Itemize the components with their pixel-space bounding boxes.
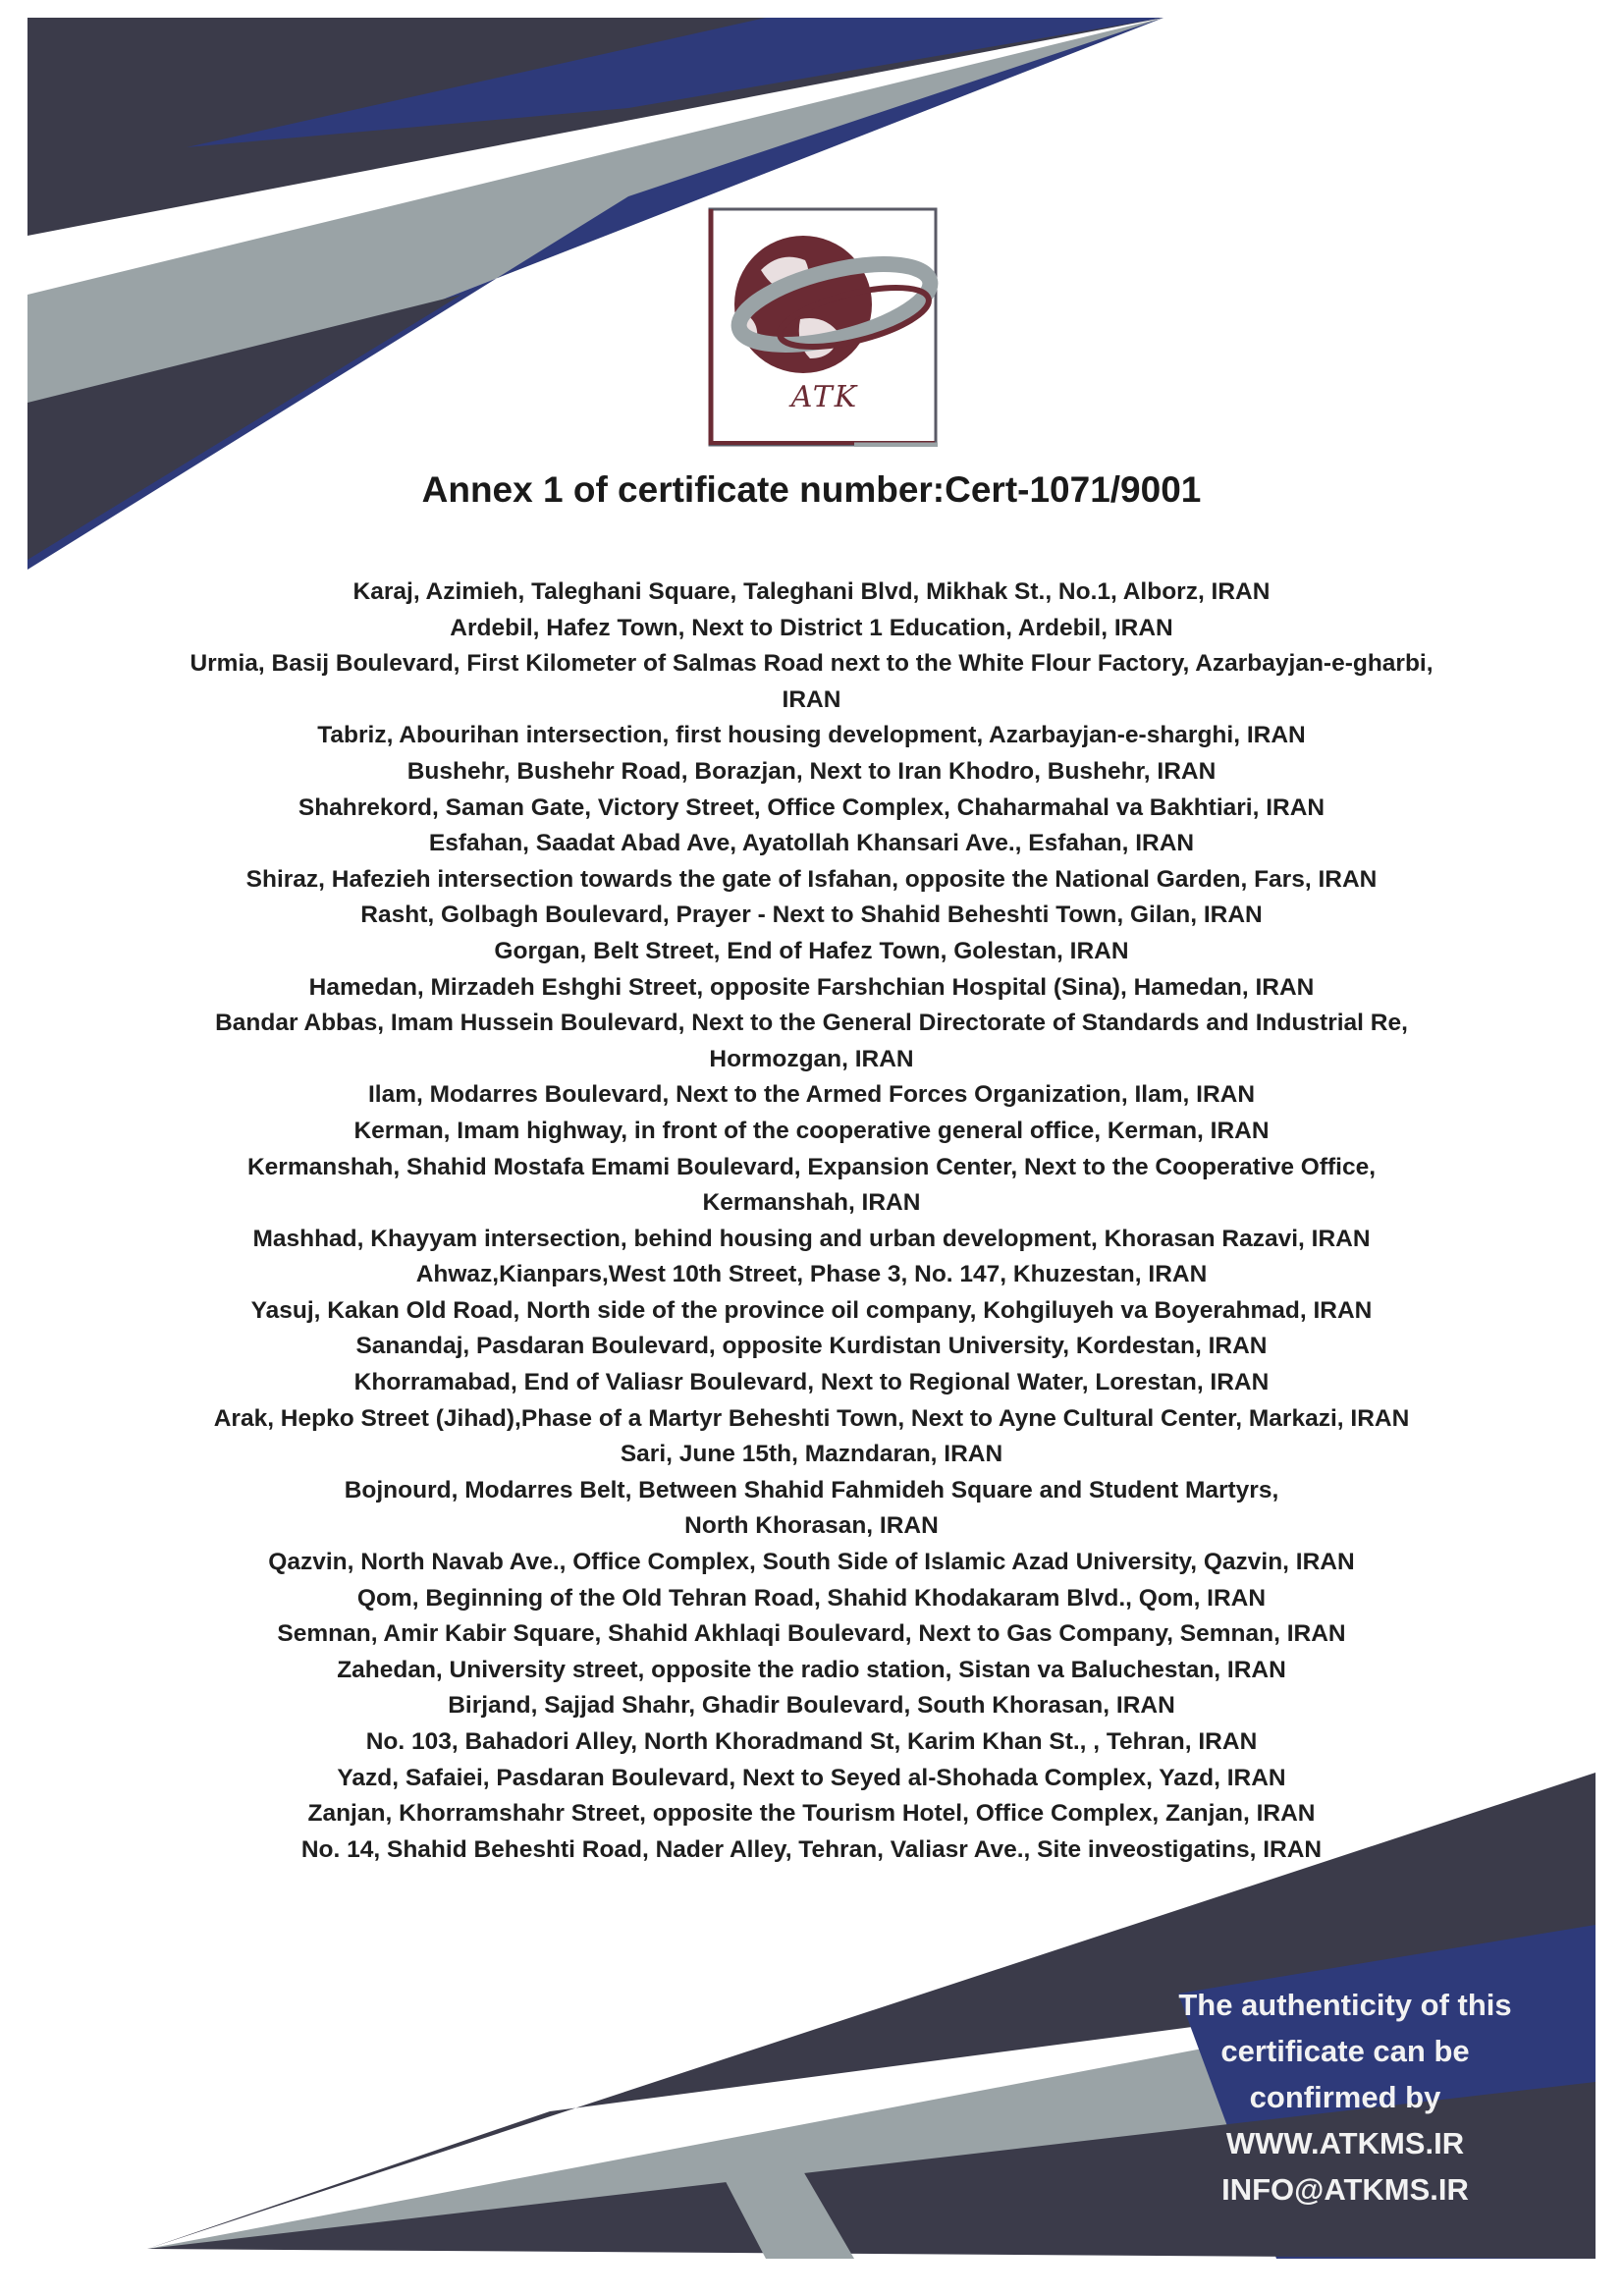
address-line: Shiraz, Hafezieh intersection towards the gate of Isfahan, opposite the National Garden, Fars, IRAN — [245, 865, 1378, 893]
address-line: Hamedan, Mirzadeh Eshghi Street, opposite Farshchian Hospital (Sina), Hamedan, IRAN — [308, 973, 1315, 1001]
address-line: Gorgan, Belt Street, End of Hafez Town, Golestan, IRAN — [494, 937, 1129, 964]
address-line: Hormozgan, IRAN — [709, 1045, 914, 1072]
page-title: Annex 1 of certificate number:Cert-1071/9001 — [421, 469, 1202, 510]
address-line: Ardebil, Hafez Town, Next to District 1 Education, Ardebil, IRAN — [450, 614, 1173, 641]
address-line: Esfahan, Saadat Abad Ave, Ayatollah Khansari Ave., Esfahan, IRAN — [428, 830, 1195, 857]
address-line: Karaj, Azimieh, Taleghani Square, Taleghani Blvd, Mikhak St., No.1, Alborz, IRAN — [352, 578, 1271, 605]
address-line: Birjand, Sajjad Shahr, Ghadir Boulevard, South Khorasan, IRAN — [448, 1692, 1175, 1720]
address-line: Yasuj, Kakan Old Road, North side of the province oil company, Kohgiluyeh va Boyerahmad, IRAN — [250, 1296, 1373, 1324]
authenticity-line-2: certificate can be — [1220, 2034, 1470, 2068]
logo-text: ATK — [790, 380, 859, 414]
address-line: Mashhad, Khayyam intersection, behind housing and urban development, Khorasan Razavi, IRAN — [252, 1225, 1371, 1252]
address-line: Yazd, Safaiei, Pasdaran Boulevard, Next to Seyed al-Shohada Complex, Yazd, IRAN — [337, 1764, 1286, 1791]
address-line: North Khorasan, IRAN — [684, 1512, 939, 1540]
address-line: Kermanshah, Shahid Mostafa Emami Boulevard, Expansion Center, Next to the Cooperative Office, — [246, 1153, 1377, 1180]
address-line: Ilam, Modarres Boulevard, Next to the Armed Forces Organization, Ilam, IRAN — [367, 1081, 1256, 1109]
authenticity-line-1: The authenticity of this — [1178, 1988, 1512, 2022]
website-link[interactable]: WWW.ATKMS.IR — [1225, 2126, 1465, 2160]
address-line: IRAN — [782, 685, 841, 713]
address-line: Urmia, Basij Boulevard, First Kilometer of Salmas Road next to the White Flour Factory, Azarbayjan-e-gharbi, — [189, 650, 1434, 678]
authenticity-notice — [1159, 1982, 1532, 2213]
address-line: No. 14, Shahid Beheshti Road, Nader Alley, Tehran, Valiasr Ave., Site inveostigatins, IRAN — [300, 1835, 1323, 1863]
address-line: Qazvin, North Navab Ave., Office Complex, South Side of Islamic Azad University, Qazvin, IRAN — [268, 1549, 1355, 1576]
address-line: Arak, Hepko Street (Jihad),Phase of a Martyr Beheshti Town, Next to Ayne Cultural Center, Markazi, IRAN — [213, 1404, 1410, 1432]
address-line: Semnan, Amir Kabir Square, Shahid Akhlaqi Boulevard, Next to Gas Company, Semnan, IRAN — [277, 1620, 1346, 1648]
address-line: Kerman, Imam highway, in front of the cooperative general office, Kerman, IRAN — [353, 1117, 1270, 1144]
address-line: No. 103, Bahadori Alley, North Khoradmand St, Karim Khan St., , Tehran, IRAN — [365, 1728, 1258, 1755]
address-line: Bandar Abbas, Imam Hussein Boulevard, Next to the General Directorate of Standards and Industrial Re, — [215, 1010, 1408, 1037]
address-line: Bojnourd, Modarres Belt, Between Shahid Fahmideh Square and Student Martyrs, — [344, 1476, 1279, 1503]
address-line: Qom, Beginning of the Old Tehran Road, Shahid Khodakaram Blvd., Qom, IRAN — [356, 1584, 1267, 1612]
address-line: Sanandaj, Pasdaran Boulevard, opposite Kurdistan University, Kordestan, IRAN — [355, 1333, 1268, 1360]
company-logo — [707, 201, 943, 447]
email-link[interactable]: INFO@ATKMS.IR — [1221, 2172, 1469, 2207]
authenticity-line-3: confirmed by — [1249, 2080, 1441, 2114]
address-line: Kermanshah, IRAN — [702, 1189, 921, 1217]
address-line: Bushehr, Bushehr Road, Borazjan, Next to Iran Khodro, Bushehr, IRAN — [406, 757, 1217, 785]
address-line: Rasht, Golbagh Boulevard, Prayer - Next to Shahid Beheshti Town, Gilan, IRAN — [360, 902, 1263, 929]
address-list — [118, 574, 1505, 1868]
address-line: Zanjan, Khorramshahr Street, opposite the Tourism Hotel, Office Complex, Zanjan, IRAN — [307, 1800, 1316, 1828]
address-line: Tabriz, Abourihan intersection, first housing development, Azarbayjan-e-sharghi, IRAN — [317, 722, 1306, 749]
address-line: Sari, June 15th, Mazndaran, IRAN — [620, 1441, 1003, 1468]
address-line: Shahrekord, Saman Gate, Victory Street, Office Complex, Chaharmahal va Bakhtiari, IRAN — [298, 793, 1325, 821]
address-line: Khorramabad, End of Valiasr Boulevard, Next to Regional Water, Lorestan, IRAN — [353, 1369, 1270, 1396]
address-line: Ahwaz,Kianpars,West 10th Street, Phase 3, No. 147, Khuzestan, IRAN — [415, 1261, 1208, 1288]
address-line: Zahedan, University street, opposite the radio station, Sistan va Baluchestan, IRAN — [337, 1656, 1286, 1683]
